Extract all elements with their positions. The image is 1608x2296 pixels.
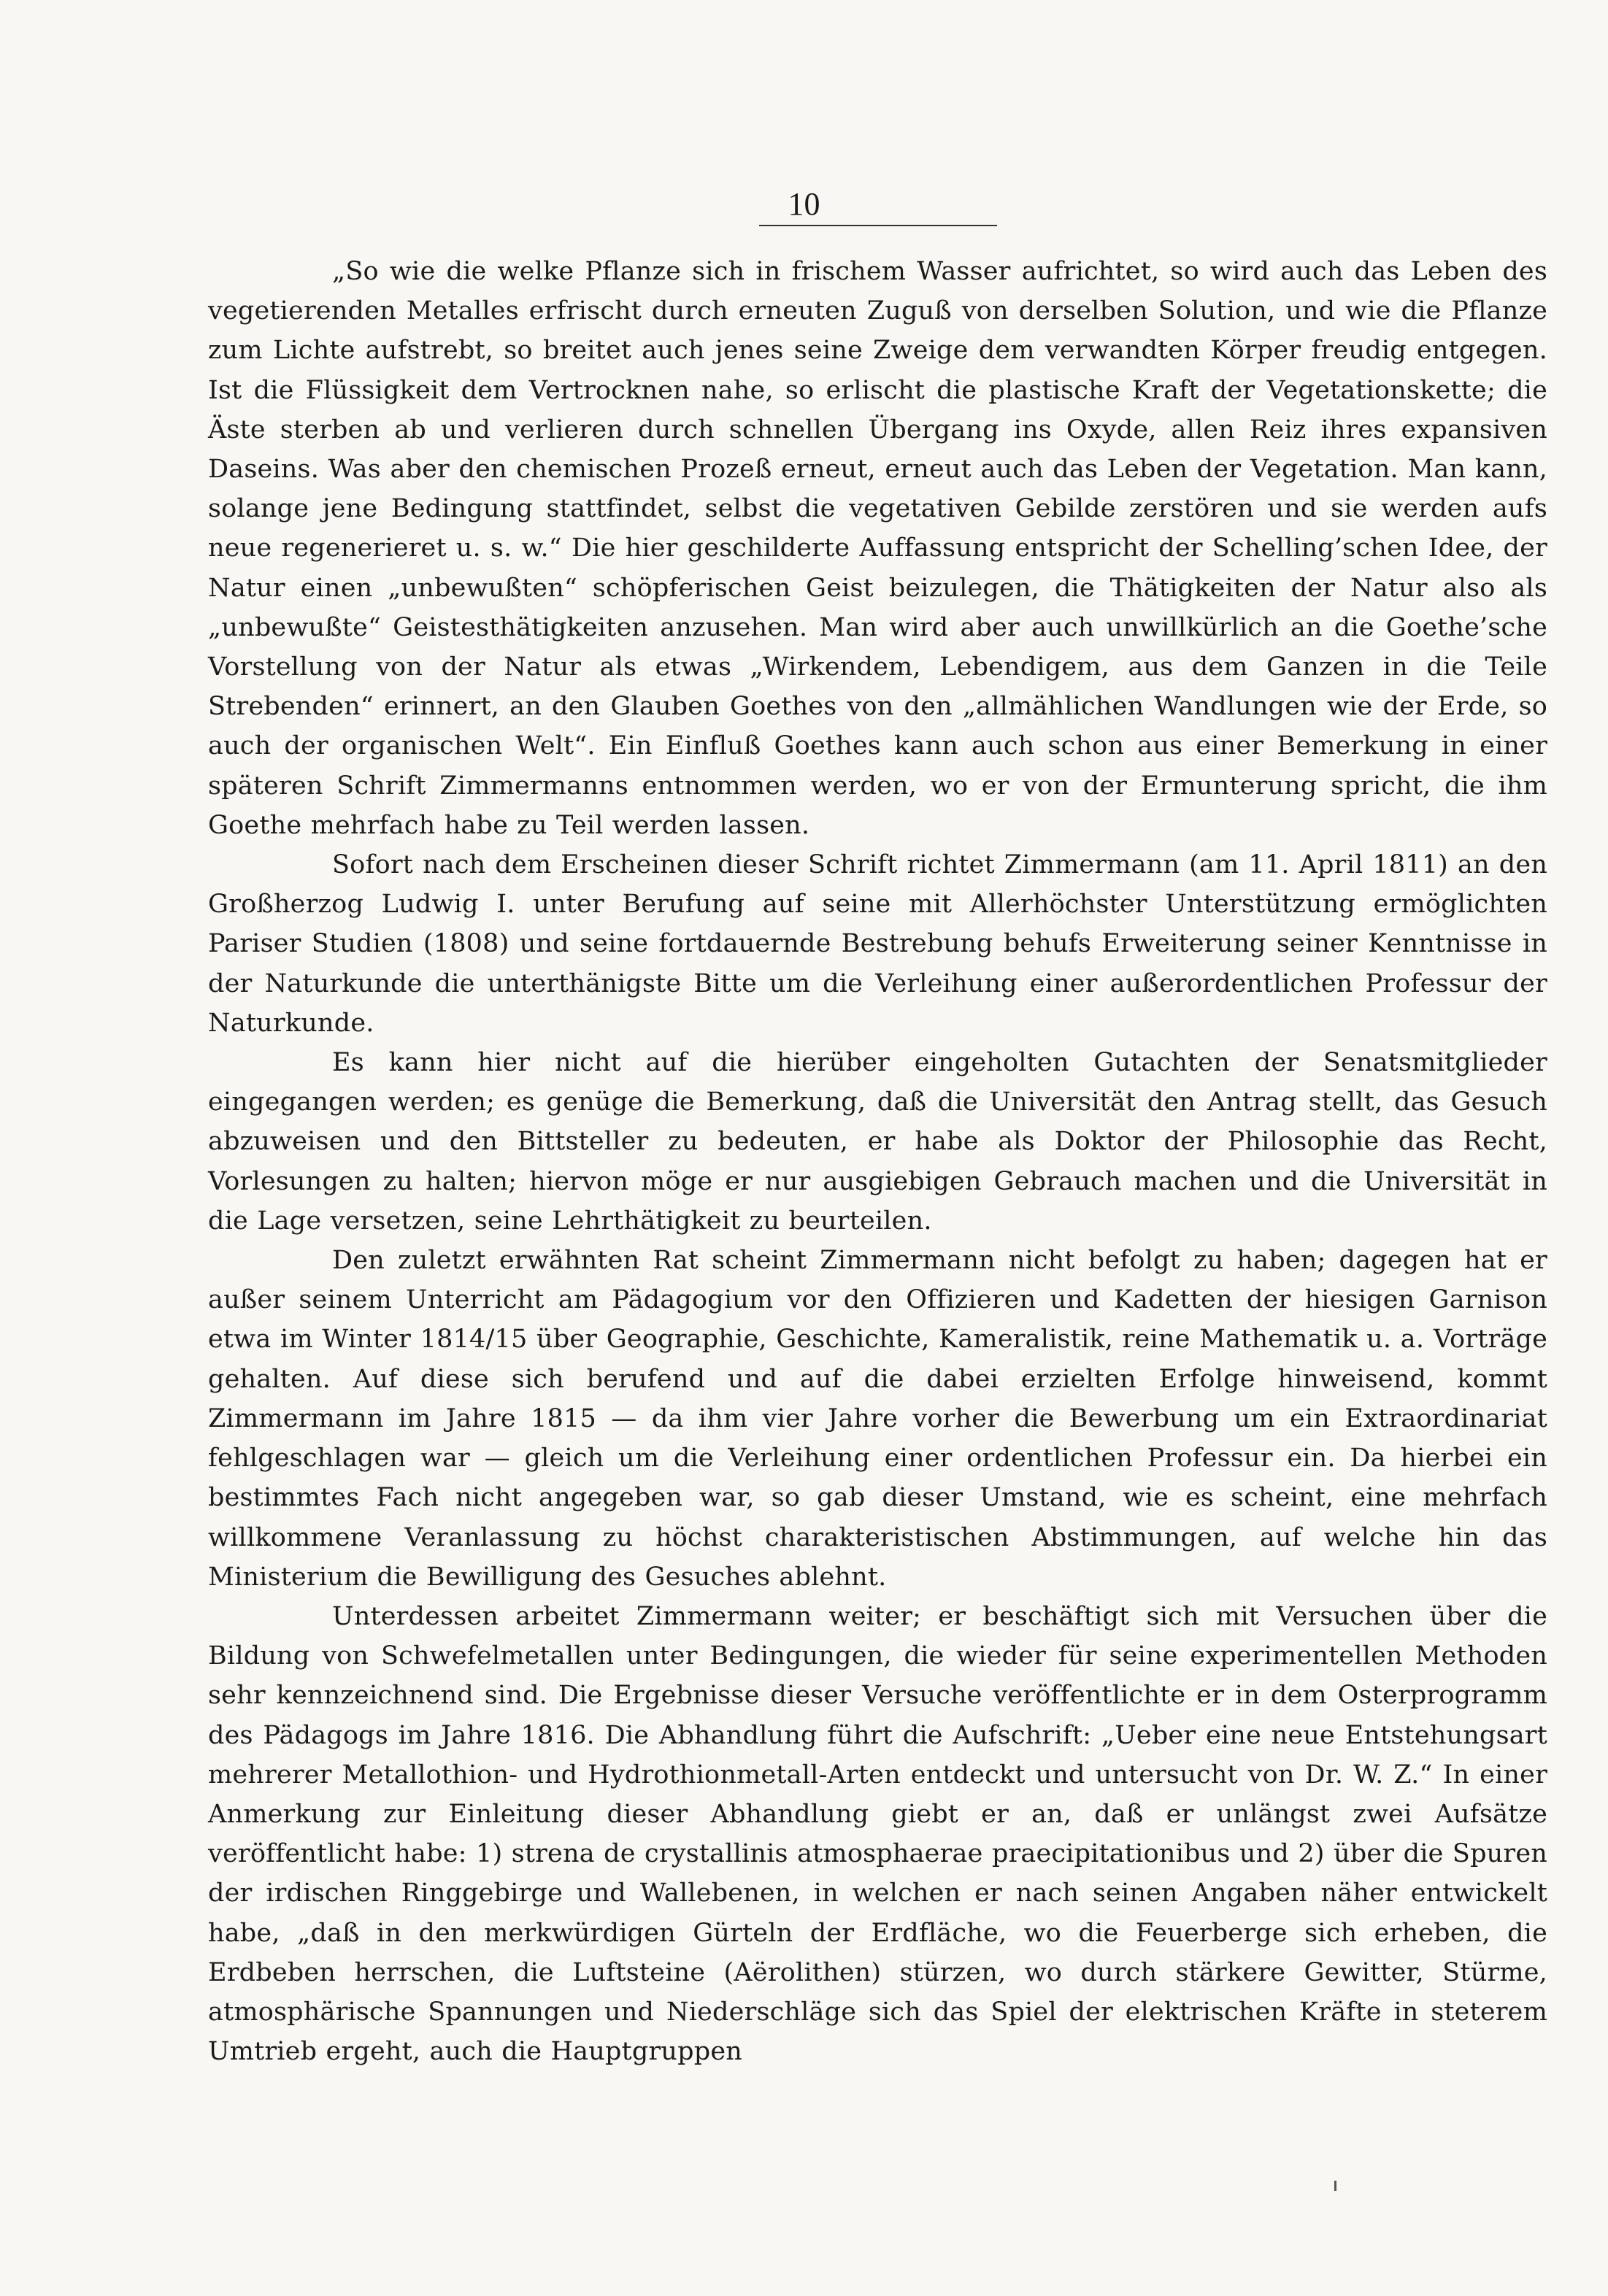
header-rule xyxy=(759,225,997,226)
paragraph-2: Sofort nach dem Erscheinen dieser Schrift richtet Zimmermann (am 11. April 1811) an den Großherzog Ludwig I. unter Berufung auf seine mit Allerhöchster Unterstützung ermöglichten Pariser Studien (1808) und seine fortdauernde Bestrebung behufs Erweiterung seiner Kenntnisse in der Naturkunde die unterthänigste Bitte um die Verleihung einer außerordentlichen Professur der Naturkunde. xyxy=(208,850,1547,1038)
scan-mark xyxy=(1334,2181,1336,2191)
paragraph-5: Unterdessen arbeitet Zimmermann weiter; er beschäftigt sich mit Versuchen über die Bildung von Schwefelmetallen unter Bedingungen, die wieder für seine experimentellen Methoden sehr kennzeichnend sind. Die Ergebnisse dieser Versuche veröffentlichte er in dem Osterprogramm des Pädagogs im Jahre 1816. Die Abhandlung führt die Aufschrift: „Ueber eine neue Entstehungsart mehrerer Metallothion- und Hydrothionmetall-Arten entdeckt und untersucht von Dr. W. Z.“ In einer Anmerkung zur Einleitung dieser Abhandlung giebt er an, daß er unlängst zwei Aufsätze veröffentlicht habe: 1) strena de crystallinis atmosphaerae praecipitationibus und 2) über die Spuren der irdischen Ringgebirge und Wallebenen, in welchen er nach seinen Angaben näher entwickelt habe, „daß in den merkwürdigen Gürteln der Erdfläche, wo die Feuerberge sich erheben, die Erdbeben herrschen, die Luftsteine (Aërolithen) stürzen, wo durch stärkere Gewitter, Stürme, atmosphärische Spannungen und Niederschläge sich das Spiel der elektrischen Kräfte in steterem Umtrieb ergeht, auch die Hauptgruppen xyxy=(208,1601,1547,2067)
page-number: 10 xyxy=(788,186,820,222)
body-text xyxy=(208,252,1547,2071)
paragraph-4: Den zuletzt erwähnten Rat scheint Zimmermann nicht befolgt zu haben; dagegen hat er außer seinem Unterricht am Pädagogium vor den Offizieren und Kadetten der hiesigen Garnison etwa im Winter 1814/15 über Geographie, Geschichte, Kameralistik, reine Mathematik u. a. Vorträge gehalten. Auf diese sich berufend und auf die dabei erzielten Erfolge hinweisend, kommt Zimmermann im Jahre 1815 — da ihm vier Jahre vorher die Bewerbung um ein Extraordinariat fehlgeschlagen war — gleich um die Verleihung einer ordentlichen Professur ein. Da hierbei ein bestimmtes Fach nicht angegeben war, so gab dieser Umstand, wie es scheint, eine mehrfach willkommene Veranlassung zu höchst charakteristischen Abstimmungen, auf welche hin das Ministerium die Bewilligung des Gesuches ablehnt. xyxy=(208,1246,1547,1592)
paragraph-1: „So wie die welke Pflanze sich in frischem Wasser aufrichtet, so wird auch das Leben des vegetierenden Metalles erfrischt durch erneuten Zuguß von derselben Solution, und wie die Pflanze zum Lichte aufstrebt, so breitet auch jenes seine Zweige dem verwandten Körper freudig entgegen. Ist die Flüssigkeit dem Vertrocknen nahe, so erlischt die plastische Kraft der Vegetationskette; die Äste sterben ab und verlieren durch schnellen Übergang ins Oxyde, allen Reiz ihres expansiven Daseins. Was aber den chemischen Prozeß erneut, erneut auch das Leben der Vegetation. Man kann, solange jene Bedingung stattfindet, selbst die vegetativen Gebilde zerstören und sie werden aufs neue regenerieret u. s. w.“ Die hier geschilderte Auffassung entspricht der Schelling’schen Idee, der Natur einen „unbewußten“ schöpferischen Geist beizulegen, die Thätigkeiten der Natur also als „unbewußte“ Geistesthätigkeiten anzusehen. Man wird aber auch unwillkürlich an die Goethe’sche Vorstellung von der Natur als etwas „Wirkendem, Lebendigem, aus dem Ganzen in die Teile Strebenden“ erinnert, an den Glauben Goethes von den „allmählichen Wandlungen wie der Erde, so auch der organischen Welt“. Ein Einfluß Goethes kann auch schon aus einer Bemerkung in einer späteren Schrift Zimmermanns entnommen werden, wo er von der Ermunterung spricht, die ihm Goethe mehrfach habe zu Teil werden lassen. xyxy=(208,257,1547,840)
paragraph-3: Es kann hier nicht auf die hierüber eingeholten Gutachten der Senatsmitglieder eingegangen werden; es genüge die Bemerkung, daß die Universität den Antrag stellt, das Gesuch abzuweisen und den Bittsteller zu bedeuten, er habe als Doktor der Philosophie das Recht, Vorlesungen zu halten; hiervon möge er nur ausgiebigen Gebrauch machen und die Universität in die Lage versetzen, seine Lehrthätigkeit zu beurteilen. xyxy=(208,1048,1547,1236)
